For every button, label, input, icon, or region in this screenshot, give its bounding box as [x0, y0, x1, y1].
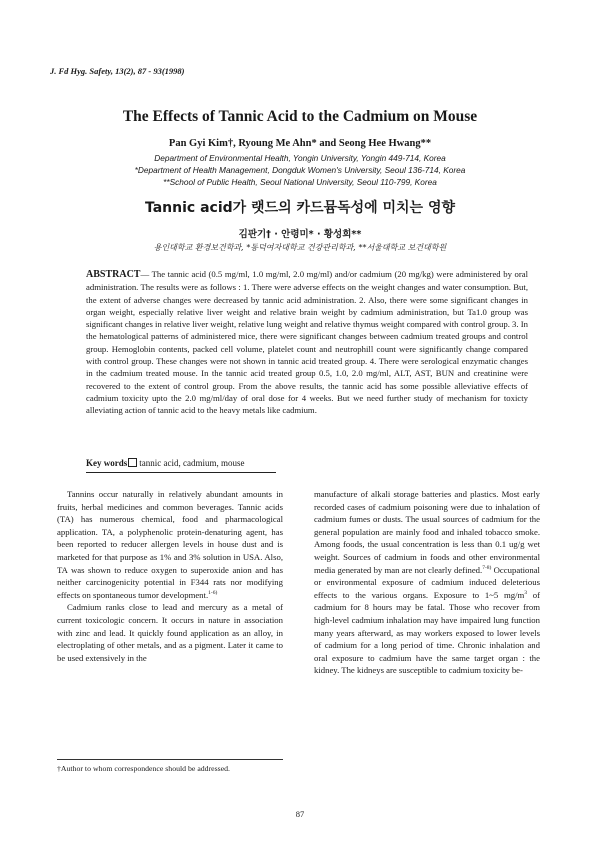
- citation-7-8: 7-8): [482, 564, 492, 571]
- paragraph-3-part-c: of cadmium for 8 hours may be fatal. Those who recover from high-level cadmium inhalation may have impaired lung function many years afterward, as may workers exposed to lower levels of cadmium for a long period of time. Chronic inhalation and oral exposure to cadmium have the same target organ : the kidney. The kidneys are susceptible to cadmium toxicity be-: [314, 589, 540, 676]
- checkbox-square-icon: [128, 458, 137, 467]
- keywords: [86, 458, 244, 468]
- superscript-3: 3: [524, 589, 528, 596]
- footnote: †Author to whom correspondence should be addressed.: [57, 764, 231, 773]
- intro-paragraph-1-text: Tannins occur naturally in relatively abundant amounts in fruits, herbal medicines and common beverages. Tannic acids (TA) has numerous chemical, food and pharmacological application. TA, a polyphenolic protein-denaturing agent, has been reported to reducer allergen levels in house dust and is marketed for that purpose as 1% and 3% solution in USA. Also, TA was shown to reduce oxygen to superoxide anion and has neither carcinogenicity potential in F344 rats nor modifying effects on spontaneous tumor development.: [57, 489, 283, 600]
- korean-affiliations: 용인대학교 환경보건학과, *동덕여자대학교 건강관리학과, **서울대학교 보건대학원: [153, 243, 447, 252]
- citation-1-6: 1-6): [208, 589, 218, 596]
- paper-title: The Effects of Tannic Acid to the Cadmium on Mouse: [122, 108, 478, 125]
- abstract: [86, 268, 528, 417]
- intro-paragraph-1: [57, 488, 283, 601]
- abstract-label: ABSTRACT: [86, 269, 141, 280]
- page-number: 87: [295, 809, 305, 819]
- abstract-text: — The tannic acid (0.5 mg/ml, 1.0 mg/ml, 2.0 mg/ml) and/or cadmium (20 mg/kg) were administered by oral administration. The results were as follows : 1. There were adverse effects on the weight changes and water consumption. But, the extent of adverse changes were decreased by tannic acid administration. 2. Also, there were some significant changes in organ weight, especially relative liver weight and relative brain weight by cadmium administration, but Ta1.0 group was significant changes in relative liver weight, relative lung weight and relative thymus weight compared with control group. 3. In the hematological patterns of administered mice, there were significant changes between cadmium treated groups and control group. Hemoglobin contents, packed cell volume, platelet count and neutrophill count were significantly change compared with control group. These changes were not shown in tannic acid treated group. 4. There were serological enzymatic changes in the cadmium treated mouse. In the tannic acid treated group 0.5, 1.0, 2.0 mg/ml, ALT, AST, BUN and creatinine were recovered to the extent of control group. From the above results, the tannic acid has some possible alleviative effects of cadmium toxicity upto the 2.0 mg/ml/day of oral dose for 4 weeks. But we need further study of mechanism for toxicty alleviating action of tannic acid to the heavy metals like cadmium.: [86, 269, 528, 416]
- paragraph-3-part-a: manufacture of alkali storage batteries and plastics. Most early recorded cases of cadmium poisoning were due to inhalation of cadmium fumes or dusts. The usual sources of cadmium for the general population are mainly food and inhaled tobacco smoke. Among foods, the usual concentration is less than 0.1 ug/g wet weight. Sources of cadmium in foods and other environmental media generated by man are not clearly defined.: [314, 489, 540, 575]
- left-column: [57, 488, 283, 664]
- affiliation-1: Department of Environmental Health, Yongin University, Yongin 449-714, Korea: [154, 153, 446, 163]
- korean-title: Tannic acid가 랫드의 카드뮴독성에 미치는 영향: [144, 200, 456, 216]
- right-column: [314, 488, 540, 677]
- keywords-label: Key words: [86, 458, 128, 468]
- affiliation-2: *Department of Health Management, Dongduk Women's University, Seoul 136-714, Korea: [134, 165, 466, 175]
- intro-paragraph-3: [314, 488, 540, 677]
- keywords-divider: [86, 472, 276, 473]
- journal-reference: J. Fd Hyg. Safety, 13(2), 87 - 93(1998): [50, 66, 185, 76]
- paragraph-3-part-b: Occupational or environmental exposure of cadmium induced deleterious effects to the various organs. Exposure to 1~5 mg/m: [314, 564, 540, 600]
- korean-author-list: 김판기† · 안령미* · 황성희**: [238, 229, 362, 240]
- keywords-text: tannic acid, cadmium, mouse: [139, 458, 245, 468]
- affiliation-3: **School of Public Health, Seoul National University, Seoul 110-799, Korea: [163, 177, 437, 187]
- footnote-divider: [57, 759, 283, 760]
- intro-paragraph-2: Cadmium ranks close to lead and mercury as a metal of current toxicologic concern. It occurs in nature in association with zinc and lead. It quickly found application as an alloy, in electroplating of other metals, and as a pigment. Later it came to be used extensively in the: [57, 602, 283, 663]
- author-list: Pan Gyi Kim†, Ryoung Me Ahn* and Seong Hee Hwang**: [168, 138, 432, 149]
